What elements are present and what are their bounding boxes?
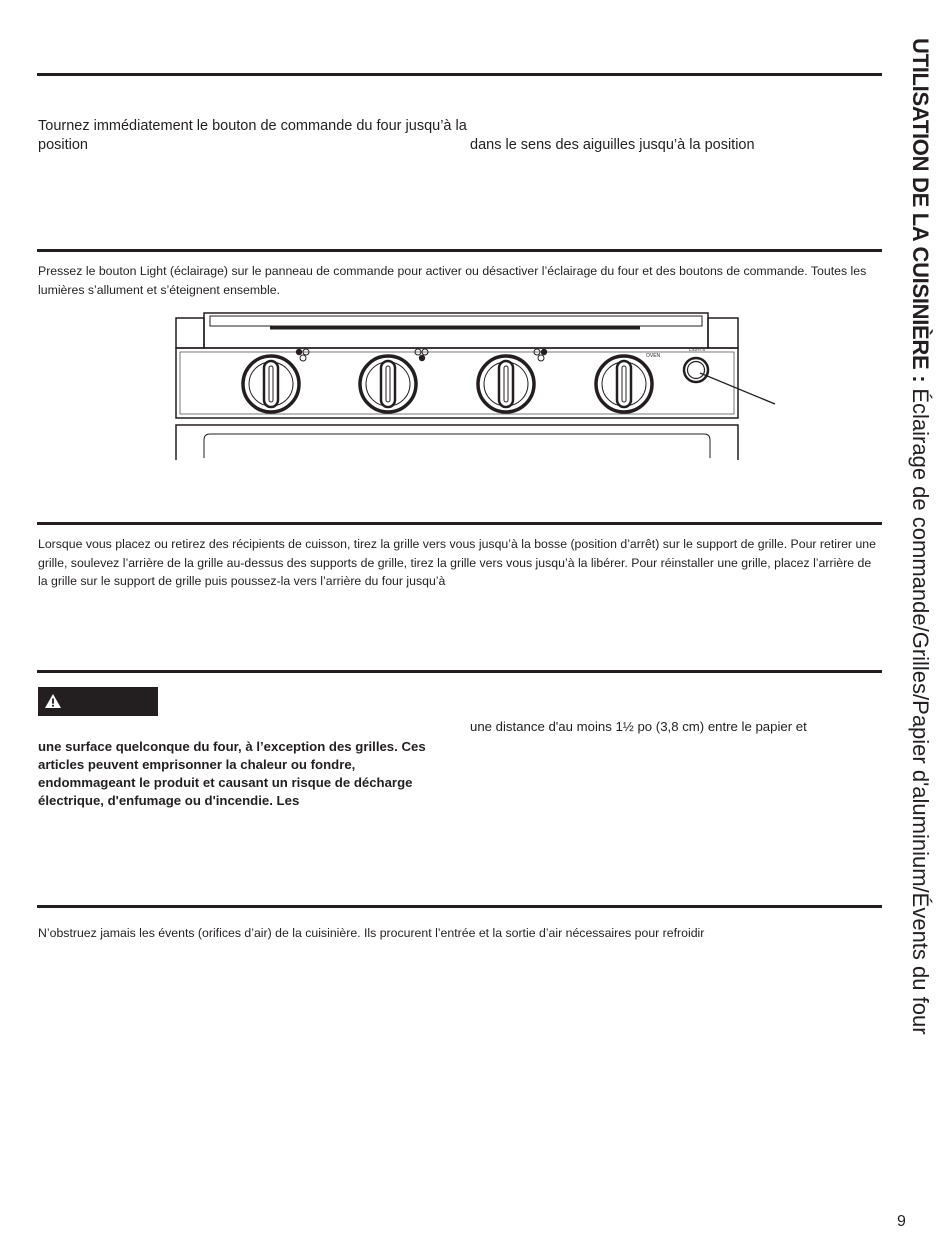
burner-knob-2[interactable] xyxy=(358,354,418,414)
section-divider xyxy=(37,73,882,76)
oven-knob-label: OVEN xyxy=(646,353,661,359)
control-panel-illustration xyxy=(170,310,780,460)
warning-triangle-icon xyxy=(44,693,62,709)
callout-line xyxy=(700,373,775,404)
warning-label xyxy=(38,687,158,716)
section-side-title xyxy=(905,38,935,1198)
side-title-bold: UTILISATION DE LA CUISINIÈRE : xyxy=(908,38,933,383)
vents-paragraph: N’obstruez jamais les évents (orifices d’air) de la cuisinière. Ils procurent l’entrée et la sortie d’air nécessaires pour refroidir xyxy=(38,926,705,940)
section-divider xyxy=(37,249,882,252)
foil-warning-text: une surface quelconque du four, à l’exception des grilles. Ces articles peuvent emprisonner la chaleur ou fondre, endommageant le produit et causant un risque de décharge électrique, d'enfumage ou d'incendie. Les xyxy=(38,739,426,808)
oven-knob[interactable] xyxy=(594,354,654,414)
side-title-rest: Éclairage de commande/Grilles/Papier d'aluminium/Évents du four xyxy=(908,382,933,1035)
burner-knob-1[interactable] xyxy=(241,354,301,414)
oven-knob-instruction: Tournez immédiatement le bouton de commande du four jusqu’à la position xyxy=(38,118,467,153)
foil-distance-text: une distance d'au moins 1½ po (3,8 cm) entre le papier et xyxy=(470,719,807,734)
section-divider xyxy=(37,670,882,673)
light-button-label: LIGHTS xyxy=(689,347,706,352)
knob-direction-text: dans le sens des aiguilles jusqu’à la position xyxy=(470,137,755,153)
light-button-paragraph: Pressez le bouton Light (éclairage) sur le panneau de commande pour activer ou désactiver l’éclairage du four et des boutons de commande. Toutes les lumières s’allument et s’éteignent ensemble. xyxy=(38,264,867,297)
rack-paragraph: Lorsque vous placez ou retirez des récipients de cuisson, tirez la grille vers vous jusqu’à la bosse (position d’arrêt) sur le support de grille. Pour retirer une grille, soulevez l’arrière de la grille au-dessus des supports de grille, tirez la grille vers vous jusqu’à la libérer. Pour réinstaller une grille, placez l’arrière de la grille sur le support de grille puis poussez-la vers l’arrière du four jusqu’à xyxy=(38,537,876,588)
light-button[interactable] xyxy=(682,354,782,414)
section-divider xyxy=(37,905,882,908)
section-divider xyxy=(37,522,882,525)
page-number: 9 xyxy=(897,1213,906,1230)
burner-knob-3[interactable] xyxy=(476,354,536,414)
